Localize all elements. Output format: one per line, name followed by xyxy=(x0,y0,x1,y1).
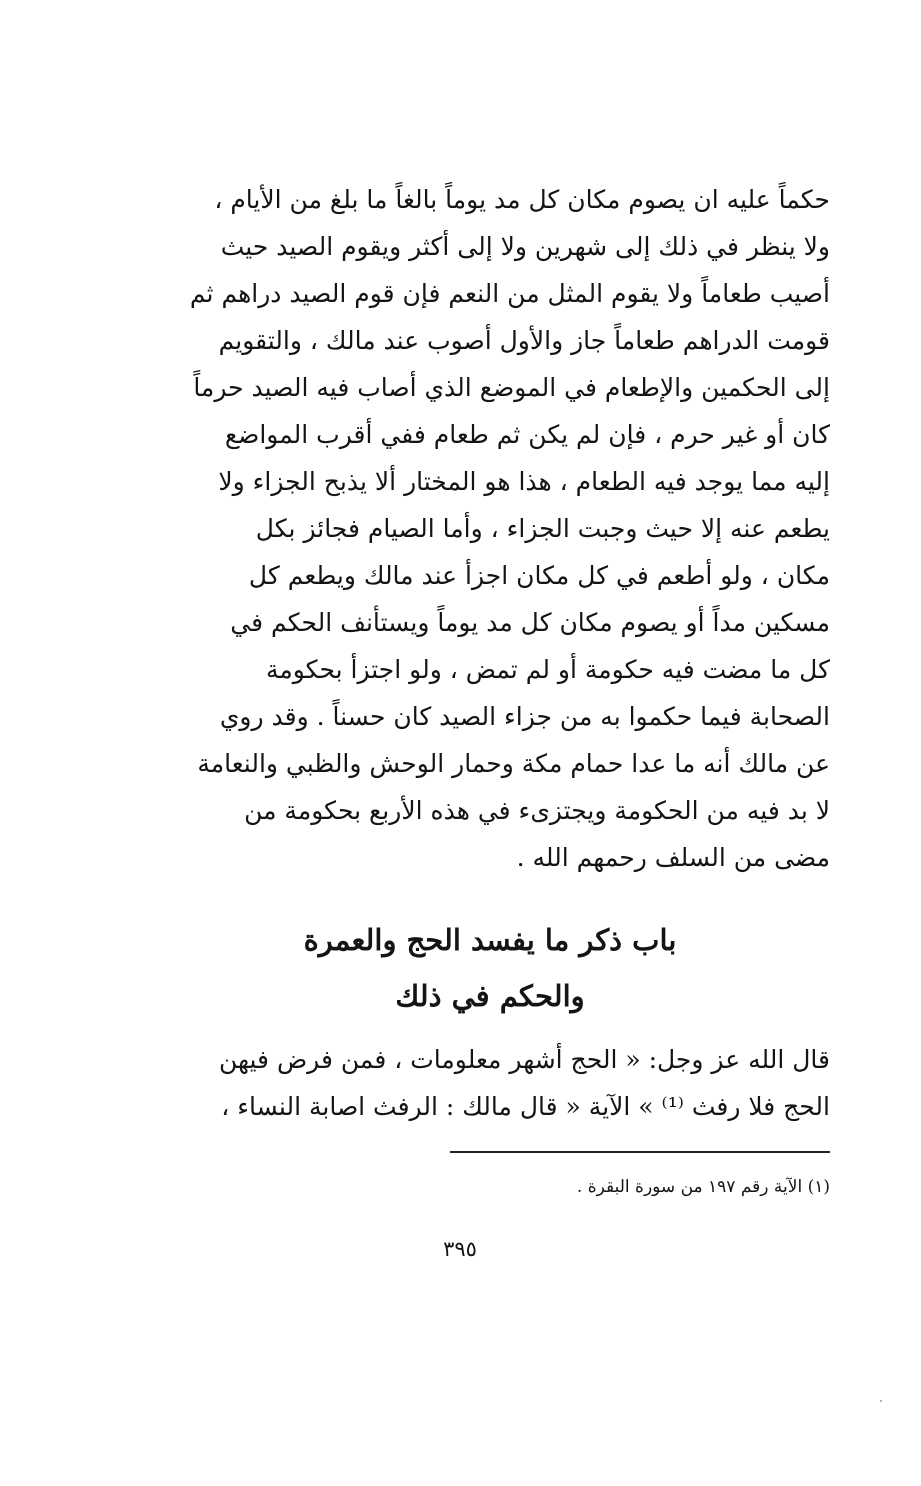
text-line: الصحابة فيما حكموا به من جزاء الصيد كان حسناً . وقد روي xyxy=(219,702,830,731)
text-line: لا بد فيه من الحكومة ويجتزىء في هذه الأربع بحكومة من xyxy=(244,796,830,825)
footnote: (١) الآية رقم ١٩٧ من سورة البقرة . xyxy=(576,1177,830,1197)
text-line: قال الله عز وجل: « الحج أشهر معلومات ، فمن فرض فيهن xyxy=(218,1045,830,1074)
text-line: مسكين مداً أو يصوم مكان كل مد يوماً ويستأنف الحكم في xyxy=(230,608,830,637)
text-line: حكماً عليه ان يصوم مكان كل مد يوماً بالغاً ما بلغ من الأيام ، xyxy=(214,185,830,214)
body-paragraph xyxy=(150,176,830,881)
scan-speck xyxy=(880,1400,882,1402)
text-line: يطعم عنه إلا حيث وجبت الجزاء ، وأما الصيام فجائز بكل xyxy=(255,514,830,543)
text-line: الحج فلا رفث ⁽¹⁾ » الآية « قال مالك : الرفث اصابة النساء ، xyxy=(221,1092,830,1121)
text-line: مضى من السلف رحمهم الله . xyxy=(516,843,830,872)
text-line: كل ما مضت فيه حكومة أو لم تمض ، ولو اجتزأ بحكومة xyxy=(265,655,830,684)
footnote-separator xyxy=(450,1151,830,1153)
text-line: عن مالك أنه ما عدا حمام مكة وحمار الوحش والظبي والنعامة xyxy=(197,749,830,778)
text-line: إليه مما يوجد فيه الطعام ، هذا هو المختار ألا يذبح الجزاء ولا xyxy=(218,467,830,496)
text-line: ولا ينظر في ذلك إلى شهرين ولا إلى أكثر ويقوم الصيد حيث xyxy=(220,232,830,261)
text-line: كان أو غير حرم ، فإن لم يكن ثم طعام ففي أقرب المواضع xyxy=(224,420,830,449)
chapter-heading xyxy=(150,912,830,1024)
opening-paragraph xyxy=(150,1036,830,1130)
text-line: مكان ، ولو أطعم في كل مكان اجزأ عند مالك ويطعم كل xyxy=(248,561,830,590)
text-line: إلى الحكمين والإطعام في الموضع الذي أصاب فيه الصيد حرماً xyxy=(193,373,830,402)
page-number: ٣٩٥ xyxy=(443,1237,477,1261)
text-line: أصيب طعاماً ولا يقوم المثل من النعم فإن قوم الصيد دراهم ثم xyxy=(189,279,830,308)
chapter-heading-line: باب ذكر ما يفسد الحج والعمرة xyxy=(303,923,677,957)
chapter-heading-line: والحكم في ذلك xyxy=(395,979,585,1013)
text-line: قومت الدراهم طعاماً جاز والأول أصوب عند مالك ، والتقويم xyxy=(218,326,830,355)
